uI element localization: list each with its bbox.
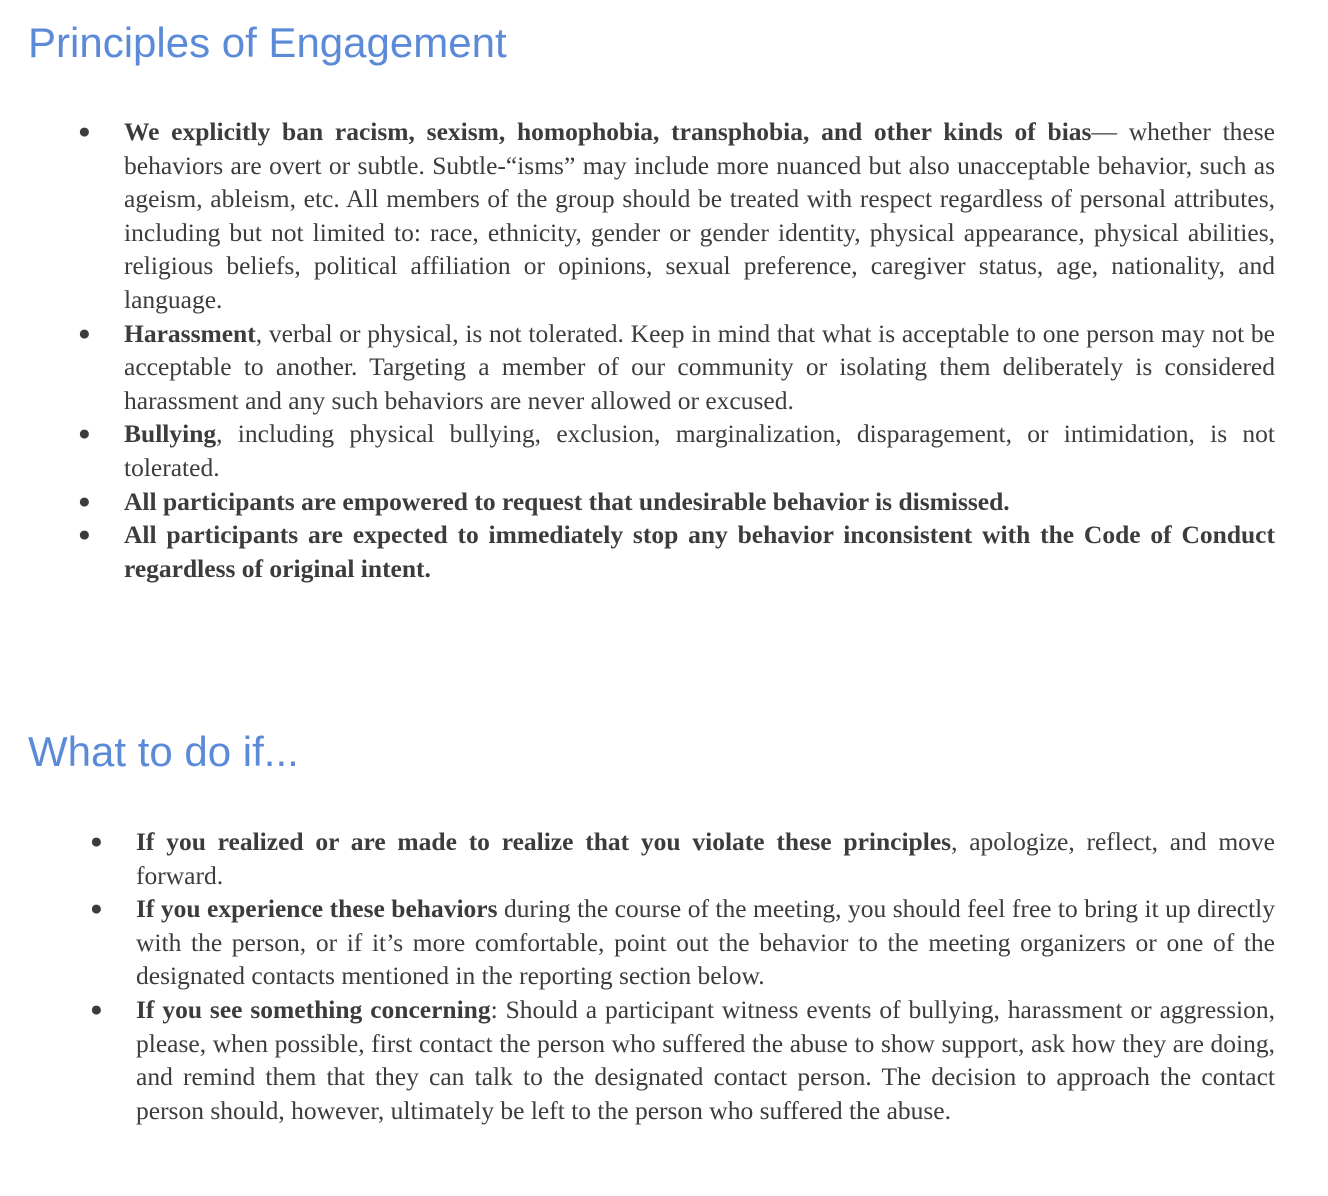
item-text: , apologize, reflect, and move forward. xyxy=(136,827,1275,890)
what-to-do-heading: What to do if... xyxy=(28,728,299,775)
item-bold-text: Harassment xyxy=(124,318,256,348)
bullet-icon: ● xyxy=(90,829,103,853)
bullet-icon: ● xyxy=(90,996,103,1021)
bullet-icon: ● xyxy=(90,896,103,921)
list-item xyxy=(78,485,1275,519)
item-bold-text: All participants are expected to immediately stop any behavior inconsistent with the Code of Conduct regardless of original intent. xyxy=(124,520,1275,583)
item-bold-text: We explicitly ban racism, sexism, homophobia, transphobia, and other kinds of bias xyxy=(124,117,1092,146)
item-text: — whether these behaviors are overt or subtle. Subtle-“isms” may include more nuanced but also unacceptable behavior, such as ageism, ableism, etc. All members of the group should be treated with respect regardless of personal attributes, including but not limited to: race, ethnicity, gender or gender identity, physical appearance, physical abilities, religious beliefs, political affiliation or opinions, sexual preference, caregiver status, age, nationality, and language. xyxy=(124,117,1275,314)
item-bold-text: If you realized or are made to realize that you violate these principles xyxy=(136,827,952,856)
what-to-do-list xyxy=(90,825,1276,1127)
item-text: during the course of the meeting, you should feel free to bring it up directly with the person, or if it’s more comfortable, point out the behavior to the meeting organizers or one of the designated contacts mentioned in the reporting section below. xyxy=(136,894,1276,991)
list-item xyxy=(90,825,1275,892)
bullet-icon: ● xyxy=(78,119,91,143)
list-item xyxy=(90,892,1276,993)
bullet-icon: ● xyxy=(78,488,91,513)
principles-heading: Principles of Engagement xyxy=(28,19,507,66)
item-bold-text: If you experience these behaviors xyxy=(136,894,498,924)
item-bold-text: If you see something concerning xyxy=(136,994,491,1024)
item-bold-text: Bullying xyxy=(124,419,217,449)
bullet-icon: ● xyxy=(78,421,91,446)
item-bold-text: All participants are empowered to request that undesirable behavior is dismissed. xyxy=(124,486,1010,516)
bullet-icon: ● xyxy=(78,522,91,547)
item-text: , including physical bullying, exclusion, marginalization, disparagement, or intimidation, is not tolerated. xyxy=(124,419,1275,482)
list-item xyxy=(78,317,1275,418)
list-item xyxy=(78,518,1275,585)
principles-list xyxy=(78,115,1275,585)
list-item xyxy=(78,115,1275,317)
item-text: : Should a participant witness events of bullying, harassment or aggression, please, when possible, first contact the person who suffered the abuse to show support, ask how they are doing, and remind them that they can talk to the designated contact person. The decision to approach the contact person should, however, ultimately be left to the person who suffered the abuse. xyxy=(136,994,1276,1125)
list-item xyxy=(78,417,1275,484)
bullet-icon: ● xyxy=(78,320,91,345)
item-text: , verbal or physical, is not tolerated. Keep in mind that what is acceptable to one person may not be acceptable to another. Targeting a member of our community or isolating them deliberately is considered harassment and any such behaviors are never allowed or excused. xyxy=(124,318,1275,415)
list-item xyxy=(90,993,1276,1127)
